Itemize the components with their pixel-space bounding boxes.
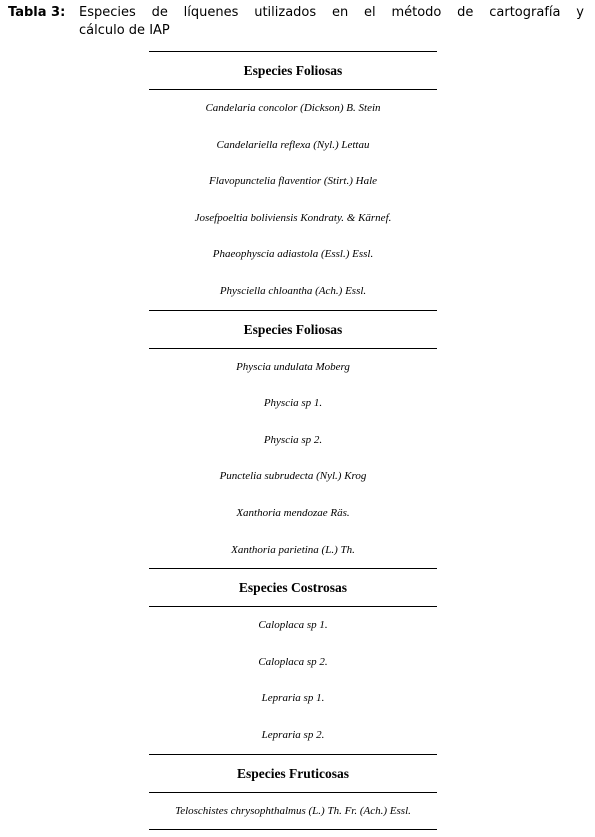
species-row: Xanthoria mendozae Räs. (236, 506, 350, 519)
species-row: Caloplaca sp 1. (258, 619, 328, 632)
section-header: Especies Costrosas (149, 569, 437, 607)
species-row: Physcia sp 2. (263, 433, 323, 446)
species-row: Josefpoeltia boliviensis Kondraty. & Kärnef. (194, 211, 392, 224)
species-row: Xanthoria parietina (L.) Th. (231, 543, 355, 556)
section-costrosas (149, 568, 437, 753)
section-foliosas-1 (149, 51, 437, 310)
species-row: Lepraria sp 2. (261, 728, 325, 741)
species-row: Phaeophyscia adiastola (Essl.) Essl. (212, 248, 374, 261)
caption-label: Tabla 3: (8, 5, 66, 20)
table-bottom-rule (149, 829, 437, 830)
species-row: Punctelia subrudecta (Nyl.) Krog (219, 470, 367, 483)
species-table (149, 51, 437, 830)
species-row: Flavopunctelia flaventior (Stirt.) Hale (208, 175, 378, 188)
caption-text-line-2: cálculo de IAP (79, 23, 170, 38)
species-row: Caloplaca sp 2. (258, 655, 328, 668)
section-header: Especies Foliosas (149, 52, 437, 90)
species-row: Candelaria concolor (Dickson) B. Stein (205, 102, 381, 114)
section-fruticosas (149, 754, 437, 830)
section-header: Especies Fruticosas (149, 755, 437, 793)
caption-text (79, 4, 584, 40)
caption-text-line-1: Especies de líquenes utilizados en el método de cartografía y (79, 5, 584, 20)
species-row: Teloschistes chrysophthalmus (L.) Th. Fr. (Ach.) Essl. (175, 804, 411, 817)
species-row: Physcia undulata Moberg (236, 360, 350, 373)
species-row: Candelariella reflexa (Nyl.) Lettau (216, 138, 370, 151)
species-row: Physciella chloantha (Ach.) Essl. (219, 284, 367, 297)
section-foliosas-2 (149, 310, 437, 569)
species-row: Physcia sp 1. (263, 397, 323, 410)
table-caption (8, 4, 584, 40)
species-row: Lepraria sp 1. (261, 692, 325, 705)
section-header: Especies Foliosas (149, 311, 437, 349)
